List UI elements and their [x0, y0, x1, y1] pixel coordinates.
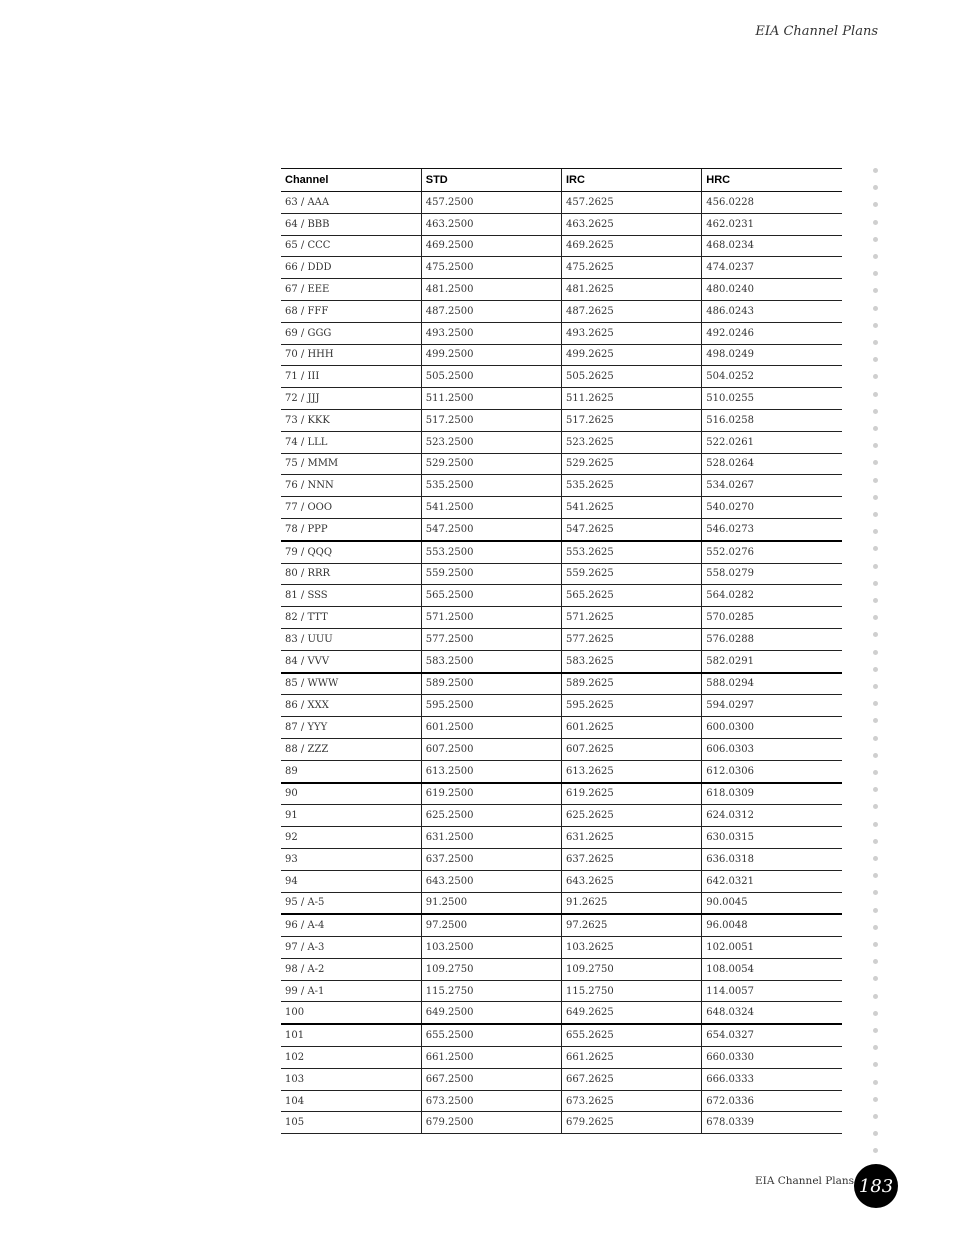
cell-channel: 66 / DDD [281, 257, 421, 279]
decorative-dot [873, 615, 878, 620]
table-row [281, 650, 842, 672]
cell-irc: 655.2625 [562, 1024, 702, 1046]
cell-std: 607.2500 [421, 738, 561, 760]
cell-irc: 643.2625 [562, 870, 702, 892]
cell-std: 637.2500 [421, 848, 561, 870]
decorative-dot [873, 288, 878, 293]
cell-std: 613.2500 [421, 760, 561, 782]
cell-hrc: 666.0333 [702, 1068, 842, 1090]
cell-hrc: 672.0336 [702, 1090, 842, 1112]
cell-std: 601.2500 [421, 717, 561, 739]
cell-hrc: 546.0273 [702, 518, 842, 540]
cell-channel: 105 [281, 1112, 421, 1134]
cell-std: 667.2500 [421, 1068, 561, 1090]
cell-std: 511.2500 [421, 388, 561, 410]
cell-std: 481.2500 [421, 279, 561, 301]
table-row [281, 914, 842, 936]
cell-channel: 90 [281, 783, 421, 805]
decorative-dot [873, 478, 878, 483]
table-row [281, 409, 842, 431]
cell-channel: 87 / YYY [281, 717, 421, 739]
decorative-dot [873, 340, 878, 345]
cell-irc: 619.2625 [562, 783, 702, 805]
decorative-dot [873, 409, 878, 414]
decorative-dot [873, 959, 878, 964]
table-row [281, 388, 842, 410]
cell-hrc: 516.0258 [702, 409, 842, 431]
table-row [281, 892, 842, 914]
cell-std: 619.2500 [421, 783, 561, 805]
cell-irc: 589.2625 [562, 673, 702, 695]
decorative-dot [873, 1080, 878, 1085]
cell-channel: 91 [281, 805, 421, 827]
decorative-dot [873, 546, 878, 551]
table-body [281, 192, 842, 1134]
table-row [281, 431, 842, 453]
table-row [281, 475, 842, 497]
cell-irc: 511.2625 [562, 388, 702, 410]
decorative-dot [873, 392, 878, 397]
decorative-dot [873, 839, 878, 844]
decorative-dot [873, 701, 878, 706]
decorative-dot [873, 495, 878, 500]
decorative-dot [873, 632, 878, 637]
cell-hrc: 612.0306 [702, 760, 842, 782]
cell-std: 643.2500 [421, 870, 561, 892]
decorative-dot [873, 1045, 878, 1050]
cell-irc: 499.2625 [562, 344, 702, 366]
cell-std: 583.2500 [421, 650, 561, 672]
decorative-dot [873, 168, 878, 173]
cell-channel: 63 / AAA [281, 192, 421, 214]
cell-irc: 109.2750 [562, 958, 702, 980]
cell-channel: 89 [281, 760, 421, 782]
table-row [281, 563, 842, 585]
cell-std: 499.2500 [421, 344, 561, 366]
table-row [281, 827, 842, 849]
table-row [281, 518, 842, 540]
table-row [281, 585, 842, 607]
table-row [281, 344, 842, 366]
cell-irc: 529.2625 [562, 453, 702, 475]
table-row [281, 235, 842, 257]
cell-hrc: 504.0252 [702, 366, 842, 388]
cell-irc: 523.2625 [562, 431, 702, 453]
decorative-dot [873, 254, 878, 259]
cell-channel: 67 / EEE [281, 279, 421, 301]
cell-channel: 72 / JJJ [281, 388, 421, 410]
decorative-dot [873, 1062, 878, 1067]
table-row [281, 695, 842, 717]
cell-hrc: 552.0276 [702, 541, 842, 563]
cell-irc: 583.2625 [562, 650, 702, 672]
cell-hrc: 486.0243 [702, 300, 842, 322]
table-row [281, 1068, 842, 1090]
table-row [281, 673, 842, 695]
column-header-channel: Channel [281, 169, 421, 192]
decorative-dot [873, 357, 878, 362]
decorative-dot [873, 822, 878, 827]
cell-channel: 99 / A-1 [281, 980, 421, 1002]
cell-std: 655.2500 [421, 1024, 561, 1046]
cell-channel: 78 / PPP [281, 518, 421, 540]
cell-hrc: 456.0228 [702, 192, 842, 214]
cell-channel: 75 / MMM [281, 453, 421, 475]
cell-channel: 98 / A-2 [281, 958, 421, 980]
decorative-dot [873, 271, 878, 276]
cell-irc: 553.2625 [562, 541, 702, 563]
cell-channel: 86 / XXX [281, 695, 421, 717]
column-header-std: STD [421, 169, 561, 192]
cell-irc: 481.2625 [562, 279, 702, 301]
cell-irc: 631.2625 [562, 827, 702, 849]
decorative-dot [873, 185, 878, 190]
cell-channel: 92 [281, 827, 421, 849]
cell-irc: 565.2625 [562, 585, 702, 607]
table-row [281, 607, 842, 629]
decorative-dot [873, 667, 878, 672]
cell-channel: 82 / TTT [281, 607, 421, 629]
cell-hrc: 492.0246 [702, 322, 842, 344]
cell-hrc: 660.0330 [702, 1047, 842, 1069]
cell-channel: 100 [281, 1002, 421, 1024]
table-row [281, 300, 842, 322]
cell-hrc: 522.0261 [702, 431, 842, 453]
decorative-dot [873, 443, 878, 448]
table-row [281, 279, 842, 301]
cell-std: 541.2500 [421, 497, 561, 519]
decorative-dot [873, 323, 878, 328]
decorative-dot [873, 564, 878, 569]
cell-hrc: 630.0315 [702, 827, 842, 849]
cell-hrc: 576.0288 [702, 628, 842, 650]
cell-channel: 88 / ZZZ [281, 738, 421, 760]
table-row [281, 453, 842, 475]
decorative-dot [873, 512, 878, 517]
decorative-dot [873, 753, 878, 758]
cell-hrc: 600.0300 [702, 717, 842, 739]
cell-std: 517.2500 [421, 409, 561, 431]
cell-std: 649.2500 [421, 1002, 561, 1024]
table-row [281, 541, 842, 563]
cell-std: 463.2500 [421, 213, 561, 235]
cell-hrc: 498.0249 [702, 344, 842, 366]
cell-irc: 541.2625 [562, 497, 702, 519]
cell-std: 577.2500 [421, 628, 561, 650]
decorative-dot [873, 873, 878, 878]
cell-channel: 73 / KKK [281, 409, 421, 431]
cell-irc: 625.2625 [562, 805, 702, 827]
cell-std: 529.2500 [421, 453, 561, 475]
cell-std: 631.2500 [421, 827, 561, 849]
cell-irc: 115.2750 [562, 980, 702, 1002]
decorative-dot [873, 804, 878, 809]
cell-std: 547.2500 [421, 518, 561, 540]
cell-irc: 475.2625 [562, 257, 702, 279]
column-header-irc: IRC [562, 169, 702, 192]
cell-channel: 77 / OOO [281, 497, 421, 519]
cell-irc: 517.2625 [562, 409, 702, 431]
decorative-dot [873, 994, 878, 999]
cell-std: 625.2500 [421, 805, 561, 827]
decorative-dot [873, 1028, 878, 1033]
page-number-badge: 183 [854, 1164, 898, 1208]
cell-irc: 595.2625 [562, 695, 702, 717]
cell-irc: 673.2625 [562, 1090, 702, 1112]
cell-hrc: 624.0312 [702, 805, 842, 827]
table-row [281, 958, 842, 980]
cell-channel: 79 / QQQ [281, 541, 421, 563]
decorative-dot [873, 581, 878, 586]
cell-channel: 76 / NNN [281, 475, 421, 497]
table-row [281, 1112, 842, 1134]
table-row [281, 783, 842, 805]
cell-irc: 97.2625 [562, 914, 702, 936]
cell-std: 103.2500 [421, 937, 561, 959]
table-row [281, 213, 842, 235]
cell-hrc: 606.0303 [702, 738, 842, 760]
table-row [281, 1002, 842, 1024]
cell-hrc: 618.0309 [702, 783, 842, 805]
cell-hrc: 588.0294 [702, 673, 842, 695]
cell-hrc: 510.0255 [702, 388, 842, 410]
table-row [281, 1047, 842, 1069]
cell-std: 559.2500 [421, 563, 561, 585]
cell-std: 115.2750 [421, 980, 561, 1002]
cell-hrc: 678.0339 [702, 1112, 842, 1134]
decorative-dot [873, 718, 878, 723]
table-row [281, 1090, 842, 1112]
cell-std: 523.2500 [421, 431, 561, 453]
decorative-dot [873, 1148, 878, 1153]
cell-channel: 102 [281, 1047, 421, 1069]
decorative-dot [873, 856, 878, 861]
decorative-dot [873, 650, 878, 655]
cell-irc: 679.2625 [562, 1112, 702, 1134]
cell-std: 469.2500 [421, 235, 561, 257]
cell-std: 475.2500 [421, 257, 561, 279]
cell-hrc: 534.0267 [702, 475, 842, 497]
decorative-dot [873, 736, 878, 741]
table-row [281, 738, 842, 760]
cell-irc: 607.2625 [562, 738, 702, 760]
decorative-dot [873, 598, 878, 603]
table-row [281, 257, 842, 279]
decorative-dot [873, 374, 878, 379]
table-row [281, 848, 842, 870]
cell-hrc: 564.0282 [702, 585, 842, 607]
column-header-hrc: HRC [702, 169, 842, 192]
decorative-dot [873, 890, 878, 895]
decorative-dot [873, 220, 878, 225]
cell-hrc: 648.0324 [702, 1002, 842, 1024]
cell-hrc: 636.0318 [702, 848, 842, 870]
cell-std: 457.2500 [421, 192, 561, 214]
cell-hrc: 462.0231 [702, 213, 842, 235]
cell-std: 673.2500 [421, 1090, 561, 1112]
cell-irc: 505.2625 [562, 366, 702, 388]
decorative-dot [873, 908, 878, 913]
cell-irc: 667.2625 [562, 1068, 702, 1090]
cell-std: 679.2500 [421, 1112, 561, 1134]
decorative-dot [873, 1131, 878, 1136]
cell-hrc: 96.0048 [702, 914, 842, 936]
cell-irc: 547.2625 [562, 518, 702, 540]
cell-irc: 559.2625 [562, 563, 702, 585]
cell-std: 109.2750 [421, 958, 561, 980]
cell-hrc: 468.0234 [702, 235, 842, 257]
cell-hrc: 528.0264 [702, 453, 842, 475]
cell-channel: 93 [281, 848, 421, 870]
cell-std: 91.2500 [421, 892, 561, 914]
cell-channel: 84 / VVV [281, 650, 421, 672]
cell-channel: 65 / CCC [281, 235, 421, 257]
cell-channel: 104 [281, 1090, 421, 1112]
cell-irc: 601.2625 [562, 717, 702, 739]
table-row [281, 322, 842, 344]
cell-std: 661.2500 [421, 1047, 561, 1069]
cell-std: 595.2500 [421, 695, 561, 717]
cell-std: 505.2500 [421, 366, 561, 388]
decorative-dot [873, 976, 878, 981]
decorative-dot [873, 426, 878, 431]
cell-channel: 64 / BBB [281, 213, 421, 235]
cell-hrc: 480.0240 [702, 279, 842, 301]
cell-std: 589.2500 [421, 673, 561, 695]
table-row [281, 717, 842, 739]
decorative-dot [873, 1114, 878, 1119]
cell-channel: 97 / A-3 [281, 937, 421, 959]
cell-hrc: 570.0285 [702, 607, 842, 629]
cell-channel: 68 / FFF [281, 300, 421, 322]
cell-irc: 487.2625 [562, 300, 702, 322]
cell-hrc: 582.0291 [702, 650, 842, 672]
cell-channel: 94 [281, 870, 421, 892]
cell-hrc: 474.0237 [702, 257, 842, 279]
cell-hrc: 102.0051 [702, 937, 842, 959]
cell-std: 493.2500 [421, 322, 561, 344]
decorative-dot [873, 684, 878, 689]
cell-irc: 457.2625 [562, 192, 702, 214]
cell-irc: 103.2625 [562, 937, 702, 959]
decorative-dot [873, 1011, 878, 1016]
decorative-dot [873, 237, 878, 242]
cell-channel: 95 / A-5 [281, 892, 421, 914]
cell-channel: 83 / UUU [281, 628, 421, 650]
cell-std: 565.2500 [421, 585, 561, 607]
cell-channel: 81 / SSS [281, 585, 421, 607]
table-row [281, 937, 842, 959]
table-row [281, 628, 842, 650]
cell-std: 535.2500 [421, 475, 561, 497]
cell-irc: 649.2625 [562, 1002, 702, 1024]
table-row [281, 980, 842, 1002]
cell-hrc: 108.0054 [702, 958, 842, 980]
cell-irc: 535.2625 [562, 475, 702, 497]
eia-channel-table [281, 168, 842, 1134]
table-row [281, 805, 842, 827]
cell-irc: 577.2625 [562, 628, 702, 650]
cell-irc: 661.2625 [562, 1047, 702, 1069]
decorative-dot [873, 306, 878, 311]
decorative-dot [873, 770, 878, 775]
cell-hrc: 114.0057 [702, 980, 842, 1002]
table-row [281, 192, 842, 214]
cell-irc: 571.2625 [562, 607, 702, 629]
table-row [281, 870, 842, 892]
cell-std: 487.2500 [421, 300, 561, 322]
decorative-dot [873, 202, 878, 207]
running-header-title: EIA Channel Plans [755, 24, 878, 39]
table-row [281, 366, 842, 388]
table-header-row [281, 169, 842, 192]
cell-channel: 103 [281, 1068, 421, 1090]
footer-section-title: EIA Channel Plans [755, 1175, 855, 1187]
cell-channel: 71 / III [281, 366, 421, 388]
cell-irc: 469.2625 [562, 235, 702, 257]
cell-hrc: 540.0270 [702, 497, 842, 519]
table-row [281, 1024, 842, 1046]
cell-irc: 463.2625 [562, 213, 702, 235]
cell-std: 553.2500 [421, 541, 561, 563]
decorative-dot [873, 529, 878, 534]
cell-hrc: 642.0321 [702, 870, 842, 892]
cell-channel: 96 / A-4 [281, 914, 421, 936]
decorative-dot [873, 460, 878, 465]
cell-channel: 101 [281, 1024, 421, 1046]
cell-std: 571.2500 [421, 607, 561, 629]
cell-channel: 74 / LLL [281, 431, 421, 453]
cell-irc: 493.2625 [562, 322, 702, 344]
cell-hrc: 90.0045 [702, 892, 842, 914]
cell-channel: 70 / HHH [281, 344, 421, 366]
cell-irc: 637.2625 [562, 848, 702, 870]
cell-hrc: 594.0297 [702, 695, 842, 717]
table-row [281, 760, 842, 782]
cell-channel: 80 / RRR [281, 563, 421, 585]
cell-std: 97.2500 [421, 914, 561, 936]
decorative-dot [873, 925, 878, 930]
table-row [281, 497, 842, 519]
cell-irc: 613.2625 [562, 760, 702, 782]
cell-channel: 69 / GGG [281, 322, 421, 344]
decorative-dot [873, 787, 878, 792]
cell-hrc: 654.0327 [702, 1024, 842, 1046]
decorative-dot [873, 1097, 878, 1102]
cell-irc: 91.2625 [562, 892, 702, 914]
decorative-dot [873, 942, 878, 947]
cell-hrc: 558.0279 [702, 563, 842, 585]
cell-channel: 85 / WWW [281, 673, 421, 695]
